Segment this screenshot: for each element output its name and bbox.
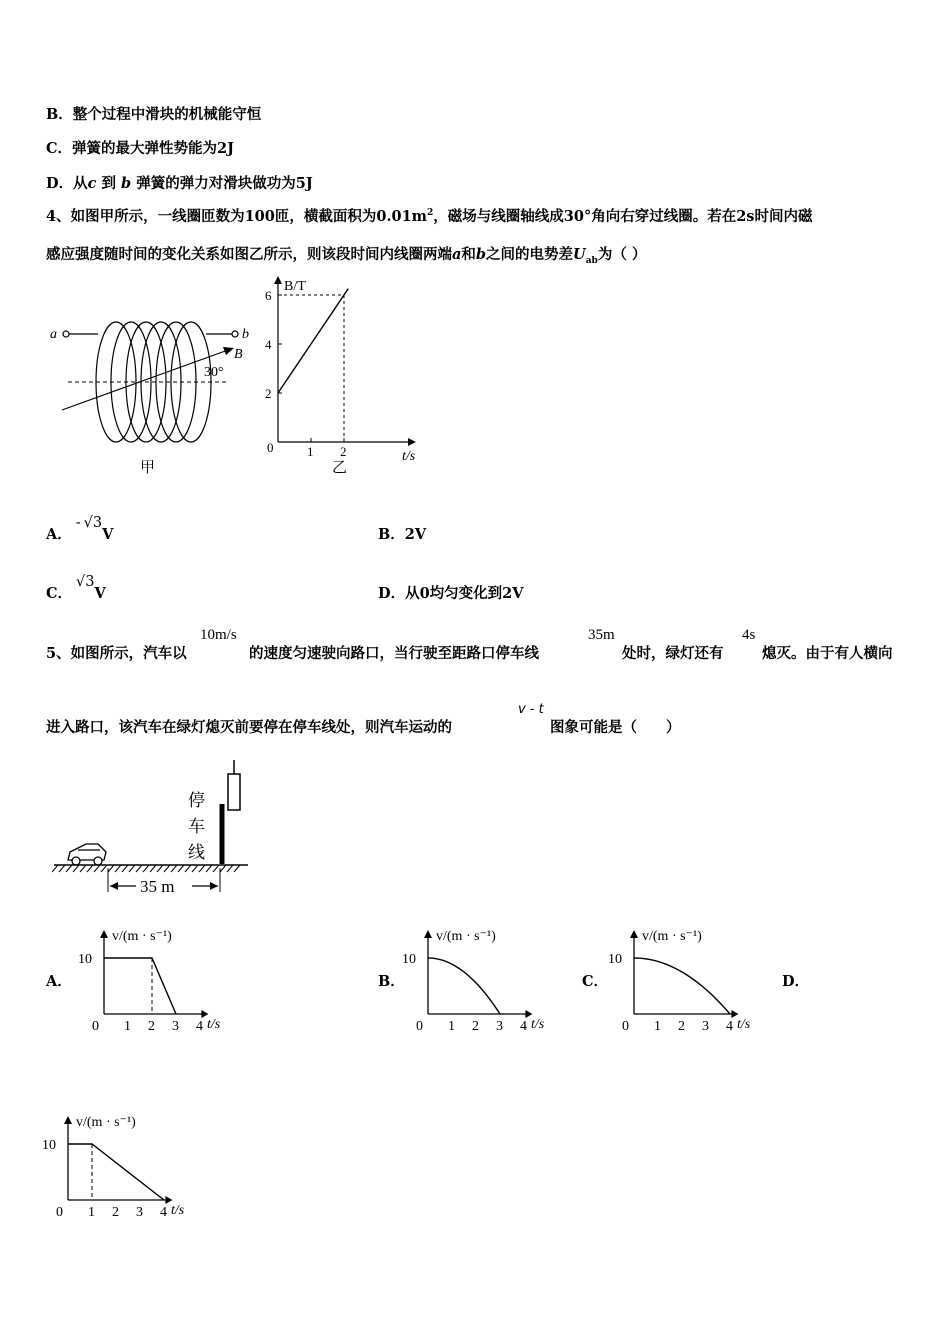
bt-x-tick-label: 2 bbox=[340, 444, 347, 459]
d-mid: 到 bbox=[101, 175, 116, 192]
bt-chart bbox=[258, 276, 428, 481]
vt-x-tick-label: 3 bbox=[496, 1019, 503, 1034]
vt-x-tick-label: 1 bbox=[448, 1019, 455, 1034]
vt-chart-d bbox=[40, 1108, 205, 1228]
fig-caption-jia: 甲 bbox=[140, 460, 156, 476]
vt-y-label: v/(m · s⁻¹) bbox=[112, 929, 172, 944]
q5-distance: 35m bbox=[588, 627, 615, 643]
q5-label-d: D． bbox=[782, 973, 810, 990]
q5-label-b: B． bbox=[378, 973, 405, 990]
q5-line-2a: 进入路口，该汽车在绿灯熄灭前要停在停车线处，则汽车运动的 bbox=[46, 719, 452, 736]
vt-x-label: t/s bbox=[207, 1017, 221, 1032]
bt-y-label: B/T bbox=[284, 279, 306, 294]
bt-line bbox=[278, 289, 348, 393]
option-c-line: C．弹簧的最大弹性势能为2J bbox=[46, 140, 234, 157]
d-suffix: 弹簧的弹力对滑块做功为5J bbox=[136, 175, 313, 192]
q4-a-unit: V bbox=[102, 526, 114, 543]
q5-vt: v - t bbox=[518, 702, 544, 717]
vt-x-tick-label: 0 bbox=[416, 1019, 423, 1034]
vt-x-tick-label: 2 bbox=[112, 1205, 119, 1220]
q4-c-sqrt: √3 bbox=[76, 574, 95, 590]
vt-series-line bbox=[68, 1144, 164, 1200]
b-field-arrow bbox=[62, 350, 228, 410]
vt-y-arrow bbox=[630, 930, 638, 938]
bt-x-tick-label: 1 bbox=[307, 444, 314, 459]
q5-speed: 10m/s bbox=[200, 627, 237, 643]
q4-a-sqrt: √3 bbox=[83, 515, 103, 531]
q4-text-1a: 4、如图甲所示，一线圈匝数为100匝，横截面积为0.01m bbox=[46, 208, 428, 225]
q4-option-b: B．2V bbox=[378, 526, 427, 543]
vt-x-tick-label: 4 bbox=[160, 1205, 167, 1220]
fig-caption-yi: 乙 bbox=[332, 460, 348, 476]
var-b: b bbox=[121, 175, 132, 192]
coil-label-b: b bbox=[242, 327, 249, 342]
distance-label: 35 m bbox=[140, 877, 175, 896]
stop-line-sign: 停 车 线 bbox=[188, 791, 205, 862]
q4-text-2a: 感应强度随时间的变化关系如图乙所示，则该段时间内线圈两端 bbox=[46, 246, 452, 263]
q4-mid: 之间的电势差 bbox=[486, 246, 574, 263]
q5-road-scene bbox=[52, 760, 252, 900]
vt-x-tick-label: 1 bbox=[654, 1019, 661, 1034]
var-c: c bbox=[87, 175, 97, 192]
q4-option-c bbox=[46, 574, 106, 603]
vt-y-label: v/(m · s⁻¹) bbox=[642, 929, 702, 944]
q4-U: U bbox=[573, 246, 586, 263]
vt-chart-c bbox=[606, 922, 771, 1042]
q5-label-c: C． bbox=[582, 973, 609, 990]
angle-label: 30° bbox=[204, 365, 224, 380]
vt-x-tick-label: 0 bbox=[622, 1019, 629, 1034]
q5-time: 4s bbox=[742, 627, 756, 643]
q4-option-a bbox=[46, 515, 114, 544]
q4-and: 和 bbox=[461, 246, 476, 263]
bt-y-tick-label: 2 bbox=[265, 386, 272, 401]
coil-label-a: a bbox=[50, 327, 57, 342]
vt-y-tick-label: 10 bbox=[42, 1138, 56, 1153]
q5-line-1b: 的速度匀速驶向路口，当行驶至距路口停车线 bbox=[249, 645, 539, 662]
vt-x-tick-label: 3 bbox=[702, 1019, 709, 1034]
vt-y-label: v/(m · s⁻¹) bbox=[76, 1115, 136, 1130]
q4-c-unit: V bbox=[94, 585, 106, 602]
q5-line-2b: 图象可能是（ ） bbox=[550, 719, 681, 736]
q4-U-sub: ab bbox=[585, 255, 598, 266]
vt-x-tick-label: 0 bbox=[92, 1019, 99, 1034]
bt-y-tick-label: 6 bbox=[265, 288, 272, 303]
q4-a-label: A． bbox=[46, 526, 72, 543]
q4-var-a: a bbox=[452, 246, 462, 263]
vt-x-tick-label: 0 bbox=[56, 1205, 63, 1220]
coil-figure-jia bbox=[46, 300, 256, 480]
q4-option-d: D．从0均匀变化到2V bbox=[378, 585, 524, 602]
q5-line-1a: 5、如图所示，汽车以 bbox=[46, 645, 187, 662]
vt-x-tick-label: 2 bbox=[148, 1019, 155, 1034]
vt-x-tick-label: 1 bbox=[124, 1019, 131, 1034]
bt-origin: 0 bbox=[267, 440, 274, 455]
vt-y-arrow bbox=[100, 930, 108, 938]
vt-x-tick-label: 2 bbox=[472, 1019, 479, 1034]
q4-text-1b: ，磁场与线圈轴线成30°角向右穿过线圈。若在2s时间内磁 bbox=[433, 208, 813, 225]
option-b-line: B．整个过程中滑块的机械能守恒 bbox=[46, 106, 262, 123]
vt-x-tick-label: 4 bbox=[196, 1019, 203, 1034]
q4-line-1 bbox=[46, 205, 812, 226]
bt-x-label: t/s bbox=[402, 449, 416, 464]
vt-x-tick-label: 3 bbox=[172, 1019, 179, 1034]
vt-x-tick-label: 4 bbox=[726, 1019, 733, 1034]
q4-line-2 bbox=[46, 243, 646, 266]
vt-y-label: v/(m · s⁻¹) bbox=[436, 929, 496, 944]
q4-var-b: b bbox=[475, 246, 487, 263]
b-field-label: B bbox=[234, 347, 243, 362]
q5-line-1c: 处时，绿灯还有 bbox=[622, 645, 724, 662]
vt-y-arrow bbox=[64, 1116, 72, 1124]
traffic-light bbox=[228, 774, 240, 810]
vt-x-tick-label: 3 bbox=[136, 1205, 143, 1220]
vt-series-line bbox=[104, 958, 176, 1014]
d-prefix: D．从 bbox=[46, 175, 88, 192]
vt-y-tick-label: 10 bbox=[402, 952, 416, 967]
q4-c-label: C． bbox=[46, 585, 73, 602]
option-d-line bbox=[46, 172, 313, 193]
q5-label-a: A． bbox=[46, 973, 72, 990]
q4-end: 为（ ） bbox=[597, 246, 647, 263]
vt-x-label: t/s bbox=[737, 1017, 751, 1032]
vt-x-label: t/s bbox=[171, 1203, 185, 1218]
bt-y-tick-label: 4 bbox=[265, 337, 272, 352]
vt-series-curve bbox=[634, 958, 730, 1014]
car-icon bbox=[68, 844, 106, 865]
vt-series-curve bbox=[428, 958, 500, 1014]
q5-line-1d: 熄灭。由于有人横向 bbox=[762, 645, 893, 662]
vt-y-tick-label: 10 bbox=[608, 952, 622, 967]
vt-x-tick-label: 4 bbox=[520, 1019, 527, 1034]
vt-chart-b bbox=[400, 922, 565, 1042]
q4-a-minus: - bbox=[75, 515, 81, 531]
vt-x-label: t/s bbox=[531, 1017, 545, 1032]
vt-chart-a bbox=[76, 922, 241, 1042]
vt-x-tick-label: 1 bbox=[88, 1205, 95, 1220]
vt-y-tick-label: 10 bbox=[78, 952, 92, 967]
q4-sup: 2 bbox=[427, 208, 434, 219]
vt-x-tick-label: 2 bbox=[678, 1019, 685, 1034]
vt-y-arrow bbox=[424, 930, 432, 938]
